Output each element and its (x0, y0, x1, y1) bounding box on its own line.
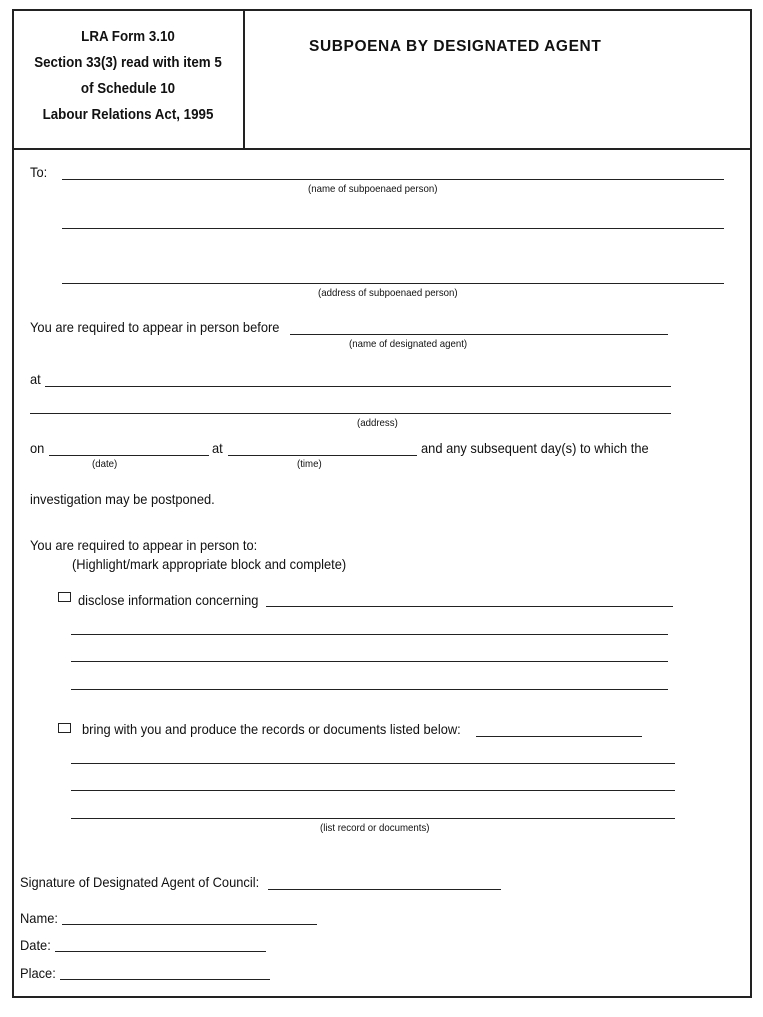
place-field[interactable] (60, 979, 270, 980)
form-section-reference: Section 33(3) read with item 5 (34, 55, 222, 71)
time-caption: (time) (297, 458, 322, 470)
postponed-text: investigation may be postponed. (30, 491, 215, 507)
signature-label: Signature of Designated Agent of Council: (20, 874, 260, 890)
signature-field[interactable] (268, 889, 501, 890)
produce-records-label: bring with you and produce the records or documents listed below: (82, 721, 461, 737)
date-label: Date: (20, 937, 51, 953)
disclose-information-field-4[interactable] (71, 689, 668, 690)
place-label: Place: (20, 965, 56, 981)
list-records-caption: (list record or documents) (320, 822, 430, 834)
subpoenaed-address-field-1[interactable] (62, 228, 724, 229)
produce-records-field-1[interactable] (476, 736, 642, 737)
on-date-label: on (30, 440, 45, 456)
designated-agent-caption: (name of designated agent) (349, 338, 468, 350)
form-number: LRA Form 3.10 (81, 29, 175, 45)
requirements-instruction: (Highlight/mark appropriate block and complete) (72, 556, 347, 572)
produce-records-field-4[interactable] (71, 818, 675, 819)
appear-before-label: You are required to appear in person before (30, 319, 280, 335)
disclose-information-label: disclose information concerning (78, 592, 259, 608)
at-address-label: at (30, 371, 41, 387)
at-time-label: at (212, 440, 223, 456)
header-divider-horizontal (12, 148, 752, 150)
appearance-address-field-2[interactable] (30, 413, 671, 414)
produce-records-field-3[interactable] (71, 790, 675, 791)
disclose-information-field-2[interactable] (71, 634, 668, 635)
page-title: SUBPOENA BY DESIGNATED AGENT (309, 38, 602, 55)
produce-records-checkbox[interactable] (58, 723, 71, 733)
subpoenaed-name-field[interactable] (62, 179, 724, 180)
name-label: Name: (20, 910, 58, 926)
designated-agent-name-field[interactable] (290, 334, 668, 335)
date-caption: (date) (92, 458, 118, 470)
name-field[interactable] (62, 924, 317, 925)
disclose-information-checkbox[interactable] (58, 592, 71, 602)
appearance-address-field-1[interactable] (45, 386, 671, 387)
subpoenaed-address-caption: (address of subpoenaed person) (318, 287, 458, 299)
date-field[interactable] (55, 951, 266, 952)
produce-records-field-2[interactable] (71, 763, 675, 764)
form-schedule-reference: of Schedule 10 (80, 81, 176, 97)
appearance-date-field[interactable] (49, 455, 209, 456)
header-divider-vertical (243, 9, 245, 150)
disclose-information-field-1[interactable] (266, 606, 673, 607)
requirements-intro: You are required to appear in person to: (30, 537, 258, 553)
appearance-time-field[interactable] (228, 455, 417, 456)
to-label: To: (30, 164, 48, 180)
subpoenaed-name-caption: (name of subpoenaed person) (308, 183, 438, 195)
form-act-reference: Labour Relations Act, 1995 (42, 107, 214, 123)
appearance-address-caption: (address) (357, 417, 398, 429)
subpoenaed-address-field-2[interactable] (62, 283, 724, 284)
disclose-information-field-3[interactable] (71, 661, 668, 662)
subsequent-days-text: and any subsequent day(s) to which the (421, 440, 649, 456)
